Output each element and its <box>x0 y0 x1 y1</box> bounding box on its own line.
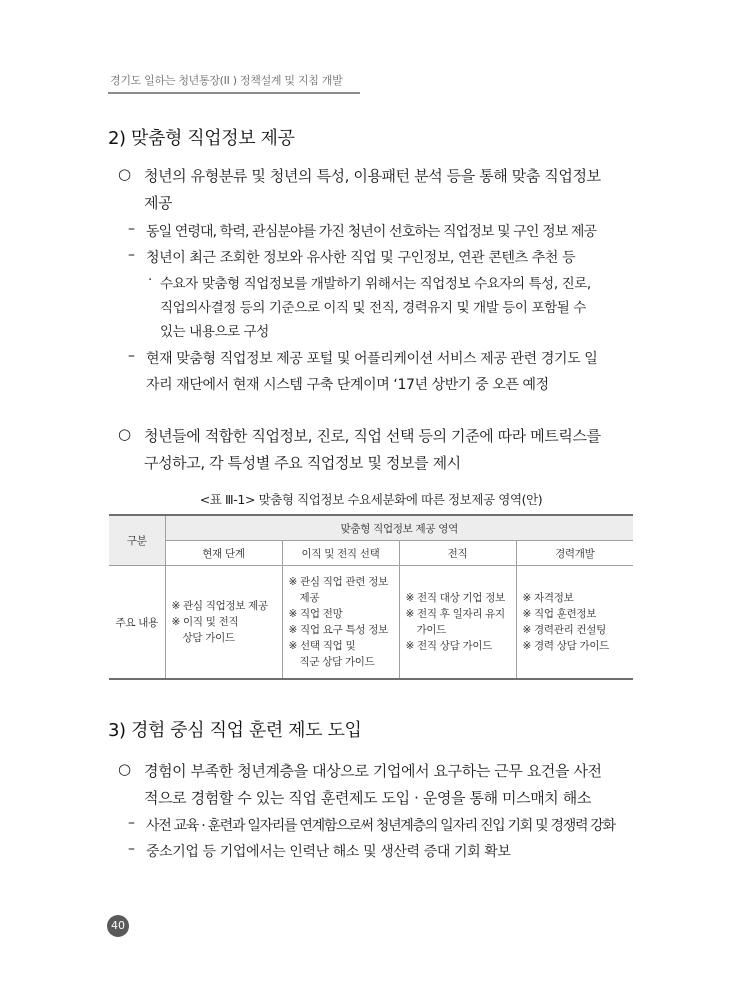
dash-item: 중소기업 등 기업에서는 인력난 해소 및 생산력 증대 기회 확보 <box>146 844 511 860</box>
column-header: 현재 단계 <box>165 541 282 566</box>
cell-text: 직군 상담 가이드 <box>299 656 375 668</box>
circle-bullet: ○ <box>118 760 131 778</box>
dash-bullet: – <box>128 815 135 831</box>
column-header: 경력개발 <box>516 541 633 566</box>
header-rule <box>108 92 360 94</box>
dash-item: 동일 연령대, 학력, 관심분야를 가진 청년이 선호하는 직업정보 및 구인 정보 제공 <box>146 224 597 240</box>
cell-text: 관심 직업정보 제공 <box>183 600 268 612</box>
cell-text: 직업 요구 특성 정보 <box>300 624 388 636</box>
cell-text: 경력관리 컨설팅 <box>534 624 606 636</box>
note-mark: ※ <box>288 576 297 588</box>
running-header: 경기도 일하는 청년통장(II ) 정책설계 및 지침 개발 <box>110 74 343 87</box>
circle-bullet: ○ <box>118 165 131 183</box>
dash-item: 청년이 최근 조회한 정보와 유사한 직업 및 구인정보, 연관 콘텐츠 추천 등 <box>146 250 576 266</box>
info-area-table <box>109 514 633 680</box>
dash-item: 사전 교육 · 훈련과 일자리를 연계함으로써 청년계층의 일자리 진입 기회 및 경쟁력 강화 <box>146 818 615 834</box>
sub-item-line: 있는 내용으로 구성 <box>160 324 269 340</box>
paragraph-line: 제공 <box>144 194 173 212</box>
note-mark: ※ <box>288 608 297 620</box>
paragraph-line: 청년들에 적합한 직업정보, 진로, 직업 선택 등의 기준에 따라 메트릭스를 <box>144 427 601 445</box>
circle-bullet: ○ <box>118 425 131 443</box>
dot-bullet: · <box>148 272 152 288</box>
cell-text: 자격정보 <box>534 592 574 604</box>
dash-item-line: 현재 맞춤형 직업정보 제공 포털 및 어플리케이션 서비스 제공 관련 경기도 일 <box>146 351 598 367</box>
note-mark: ※ <box>288 640 297 652</box>
table-cell <box>282 566 399 680</box>
dash-bullet: – <box>128 247 135 263</box>
page-number: 40 <box>107 915 129 937</box>
dash-bullet: – <box>128 841 135 857</box>
cell-text: 제공 <box>299 592 320 604</box>
table-cell <box>516 566 633 680</box>
note-mark: ※ <box>522 624 531 636</box>
section-title-2: 2) 맞춤형 직업정보 제공 <box>108 128 295 149</box>
column-header: 전직 <box>399 541 516 566</box>
dash-item-line: 자리 재단에서 현재 시스템 구축 단계이며 ‘17년 상반기 중 오픈 예정 <box>146 377 549 393</box>
table-row-label: 주요 내용 <box>109 566 165 680</box>
paragraph-line: 적으로 경험할 수 있는 직업 훈련제도 도입 · 운영을 통해 미스매치 해소 <box>144 789 591 807</box>
paragraph-line: 경험이 부족한 청년계층을 대상으로 기업에서 요구하는 근무 요건을 사전 <box>144 762 602 780</box>
note-mark: ※ <box>405 640 414 652</box>
dash-bullet: – <box>128 348 135 364</box>
cell-text: 직업 전망 <box>300 608 343 620</box>
cell-text: 전직 대상 기업 정보 <box>417 592 505 604</box>
note-mark: ※ <box>288 624 297 636</box>
cell-text: 전직 상담 가이드 <box>417 640 493 652</box>
note-mark: ※ <box>522 640 531 652</box>
dash-bullet: – <box>128 221 135 237</box>
cell-text: 가이드 <box>416 624 447 636</box>
table-group-header: 맞춤형 직업정보 제공 영역 <box>165 515 633 541</box>
note-mark: ※ <box>405 608 414 620</box>
cell-text: 관심 직업 관련 정보 <box>300 576 388 588</box>
note-mark: ※ <box>171 600 180 612</box>
table-cell <box>165 566 282 680</box>
paragraph-line: 청년의 유형분류 및 청년의 특성, 이용패턴 분석 등을 통해 맞춤 직업정보 <box>144 167 601 185</box>
table-cell <box>399 566 516 680</box>
note-mark: ※ <box>522 608 531 620</box>
cell-text: 전직 후 일자리 유지 <box>417 608 505 620</box>
note-mark: ※ <box>405 592 414 604</box>
sub-item-line: 직업의사결정 등의 기준으로 이직 및 전직, 경력유지 및 개발 등이 포함될 수 <box>160 300 586 316</box>
column-header: 이직 및 전직 선택 <box>282 541 399 566</box>
paragraph-line: 구성하고, 각 특성별 주요 직업정보 및 정보를 제시 <box>144 454 461 472</box>
note-mark: ※ <box>522 592 531 604</box>
cell-text: 상담 가이드 <box>182 632 235 644</box>
table-caption: <표 Ⅲ-1> 맞춤형 직업정보 수요세분화에 따른 정보제공 영역(안) <box>199 492 543 507</box>
sub-item-line: 수요자 맞춤형 직업정보를 개발하기 위해서는 직업정보 수요자의 특성, 진로, <box>160 276 591 292</box>
section-title-3: 3) 경험 중심 직업 훈련 제도 도입 <box>108 720 362 741</box>
cell-text: 선택 직업 및 <box>300 640 356 652</box>
cell-text: 경력 상담 가이드 <box>534 640 610 652</box>
cell-text: 직업 훈련정보 <box>534 608 597 620</box>
cell-text: 이직 및 전직 <box>183 616 239 628</box>
note-mark: ※ <box>171 616 180 628</box>
table-row-header: 구분 <box>109 515 165 566</box>
